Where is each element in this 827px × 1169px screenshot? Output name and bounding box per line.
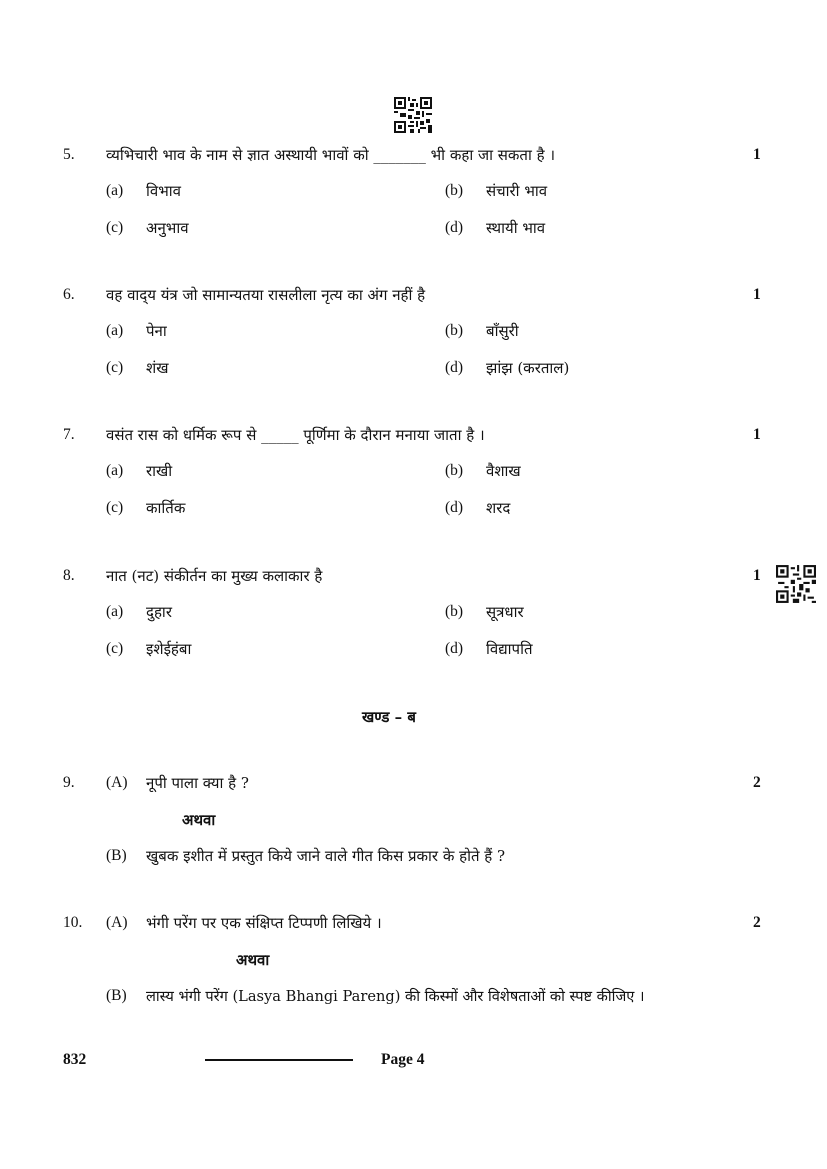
option-text: वैशाख: [486, 462, 521, 480]
section-heading: खण्ड – ब: [362, 708, 416, 726]
option-label: (a): [106, 603, 124, 620]
option-text: राखी: [146, 462, 173, 480]
option-label: (d): [445, 359, 464, 376]
question-10-b-text: लास्य भंगी परेंग (Lasya Bhangi Pareng) की किस्मों और विशेषताओं को स्पष्ट कीजिए ।: [146, 988, 645, 1005]
question-7-marks: 1: [753, 426, 761, 443]
option-label: (b): [445, 603, 464, 620]
option-text: बाँसुरी: [486, 322, 519, 340]
option-text: स्थायी भाव: [486, 219, 546, 237]
question-9-or: अथवा: [182, 811, 216, 829]
option-label: (c): [106, 640, 124, 657]
question-10-b-label: (B): [106, 987, 127, 1004]
question-8-marks: 1: [753, 567, 761, 584]
option-text: संचारी भाव: [486, 182, 548, 200]
option-text: शरद: [486, 499, 511, 517]
side-qr-code-icon: [776, 565, 816, 603]
option-text: विद्यापति: [486, 640, 533, 658]
question-10-a-label: (A): [106, 914, 128, 931]
question-10-a-text: भंगी परेंग पर एक संक्षिप्त टिप्पणी लिखिये ।: [146, 914, 382, 932]
question-8-number: 8.: [63, 567, 75, 584]
option-text: शंख: [146, 359, 169, 377]
option-text: दुहार: [146, 603, 172, 621]
question-5-text: व्यभिचारी भाव के नाम से ज्ञात अस्थायी भावों को _______ भी कहा जा सकता है ।: [106, 146, 556, 164]
question-5-number: 5.: [63, 146, 75, 163]
option-label: (a): [106, 322, 124, 339]
question-10-marks: 2: [753, 914, 761, 931]
question-9-a-text: नूपी पाला क्या है ?: [146, 774, 249, 792]
question-7-number: 7.: [63, 426, 75, 443]
option-label: (d): [445, 640, 464, 657]
option-label: (c): [106, 219, 124, 236]
option-text: झांझ (करताल): [486, 359, 570, 377]
page-number: Page 4: [381, 1051, 425, 1068]
question-7-text: वसंत रास को धर्मिक रूप से _____ पूर्णिमा के दौरान मनाया जाता है ।: [106, 426, 485, 444]
option-label: (b): [445, 322, 464, 339]
option-label: (c): [106, 359, 124, 376]
question-5-marks: 1: [753, 146, 761, 163]
question-6-number: 6.: [63, 286, 75, 303]
paper-code: 832: [63, 1051, 87, 1068]
option-text: विभाव: [146, 182, 181, 200]
question-10-or: अथवा: [236, 951, 270, 969]
option-label: (d): [445, 499, 464, 516]
question-9-number: 9.: [63, 774, 75, 791]
question-10-number: 10.: [63, 914, 83, 931]
option-text: सूत्रधार: [486, 603, 524, 621]
question-9-marks: 2: [753, 774, 761, 791]
option-text: कार्तिक: [146, 499, 186, 517]
question-9-b-text: खुबक इशीत में प्रस्तुत किये जाने वाले गीत किस प्रकार के होते हैं ?: [146, 847, 506, 865]
option-label: (d): [445, 219, 464, 236]
option-text: पेना: [146, 322, 167, 340]
question-6-marks: 1: [753, 286, 761, 303]
question-9-a-label: (A): [106, 774, 128, 791]
option-text: अनुभाव: [146, 219, 189, 237]
question-8-text: नात (नट) संकीर्तन का मुख्य कलाकार है: [106, 567, 323, 585]
option-text: इशेईहंबा: [146, 640, 192, 658]
footer-divider: [205, 1059, 353, 1061]
question-9-b-label: (B): [106, 847, 127, 864]
option-label: (a): [106, 182, 124, 199]
question-6-text: वह वाद्‌य यंत्र जो सामान्यतया रासलीला नृत्य का अंग नहीं है: [106, 286, 426, 304]
option-label: (c): [106, 499, 124, 516]
option-label: (b): [445, 182, 464, 199]
top-qr-code-icon: [394, 97, 432, 133]
option-label: (a): [106, 462, 124, 479]
option-label: (b): [445, 462, 464, 479]
